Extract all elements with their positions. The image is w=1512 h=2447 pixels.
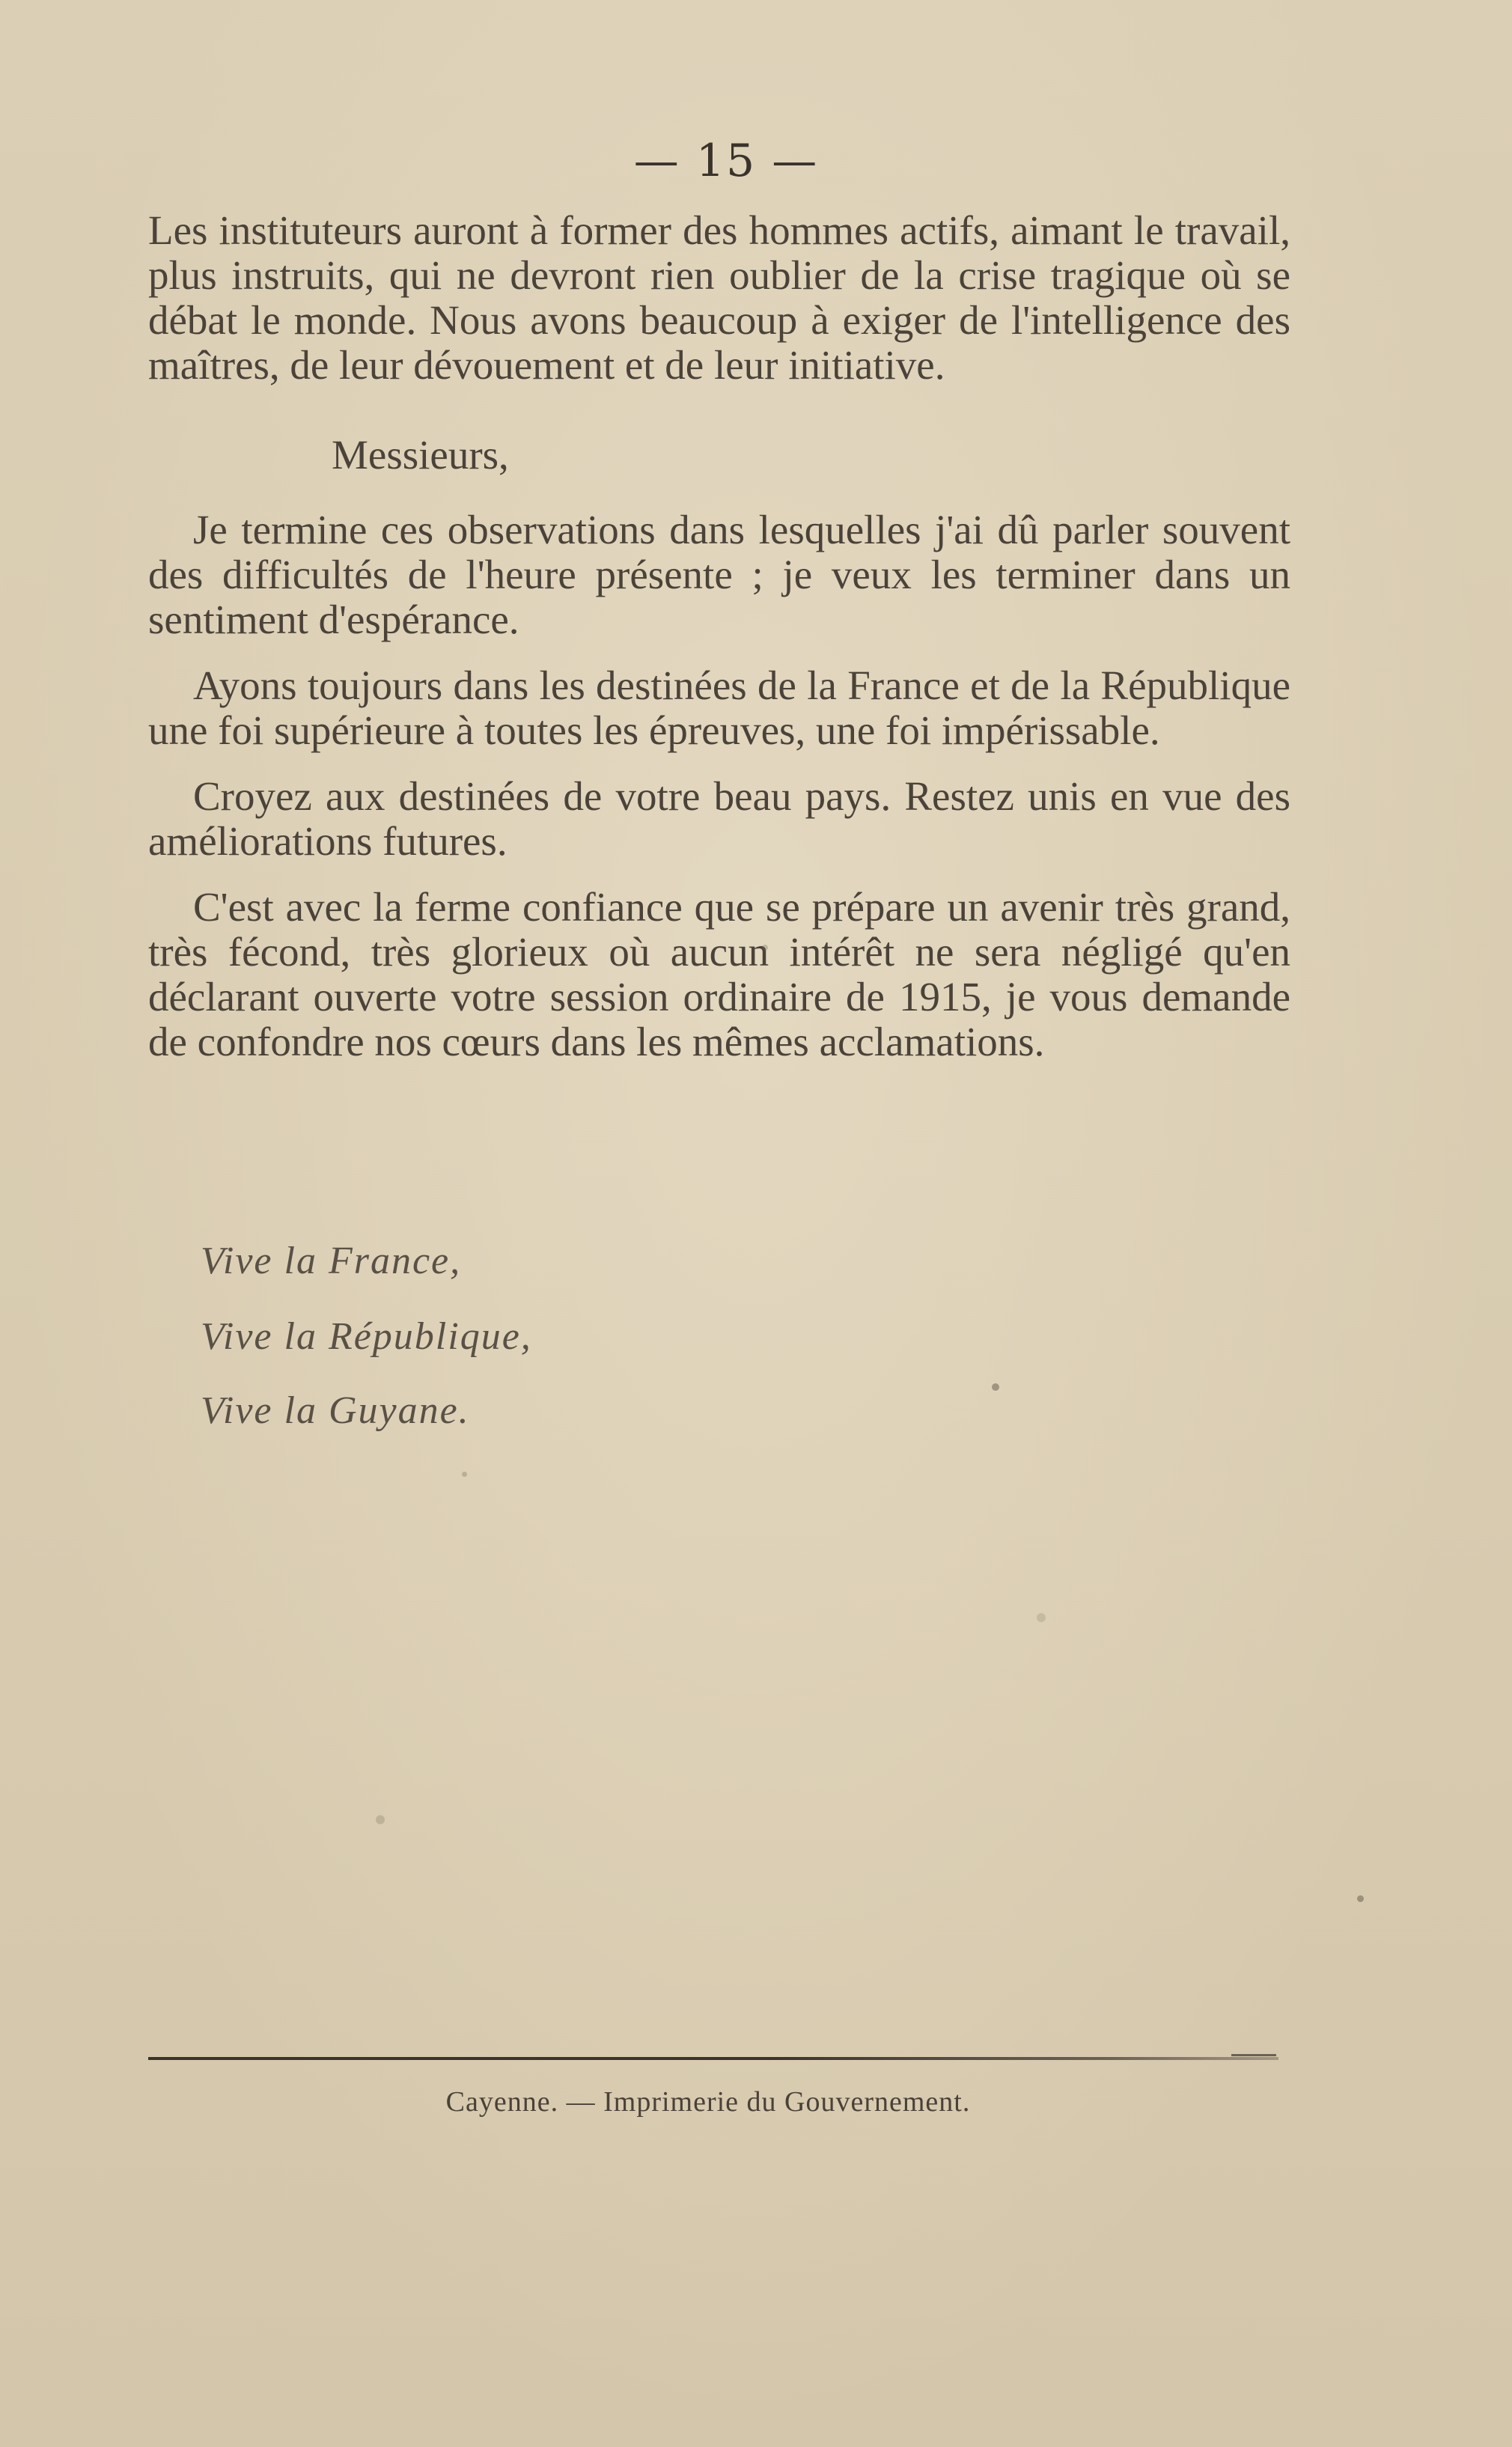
page-number: — 15 — <box>633 135 819 187</box>
paragraph-observations: Je termine ces observations dans lesquelles j'ai dû parler souvent des difficultés de l'heure présente ; je veux les terminer dans un sentiment d'espérance. <box>148 507 1290 642</box>
paper-speck <box>992 1383 999 1391</box>
paper-speck <box>762 945 768 951</box>
acclamation-republique: Vive la République, <box>201 1315 532 1358</box>
salutation: Messieurs, <box>332 432 509 478</box>
printer-colophon: Cayenne. — Imprimerie du Gouvernement. <box>445 2086 971 2118</box>
paragraph-instituteurs: Les instituteurs auront à former des hommes actifs, aimant le travail, plus instruits, qui ne devront rien oublier de la crise tragique où se débat le monde. Nous avons beaucoup à exiger de l'intelligence des maîtres, de leur dévouement et de leur initiative. <box>148 207 1290 388</box>
paper-speck <box>1037 1613 1046 1622</box>
paragraph-foi: Ayons toujours dans les destinées de la France et de la République une foi supérieure à toutes les épreuves, une foi impérissable. <box>148 662 1290 753</box>
paragraph-destinees: Croyez aux destinées de votre beau pays. Restez unis en vue des améliorations futures. <box>148 773 1290 864</box>
acclamation-guyane: Vive la Guyane. <box>201 1389 470 1432</box>
paper-speck <box>1357 1895 1364 1902</box>
paragraph-confiance: C'est avec la ferme confiance que se prépare un avenir très grand, très fécond, très glorieux où aucun intérêt ne sera négligé qu'en déclarant ouverte votre session ordinaire de 1915, je vous demande de confondre nos cœurs dans les mêmes acclamations. <box>148 884 1290 1064</box>
footer-rule <box>148 2057 1278 2060</box>
acclamation-france: Vive la France, <box>201 1240 462 1282</box>
footer-rule-tail <box>1231 2054 1276 2056</box>
body-text <box>148 208 1290 1085</box>
paper-speck <box>376 1815 385 1824</box>
paper-speck <box>462 1472 467 1477</box>
